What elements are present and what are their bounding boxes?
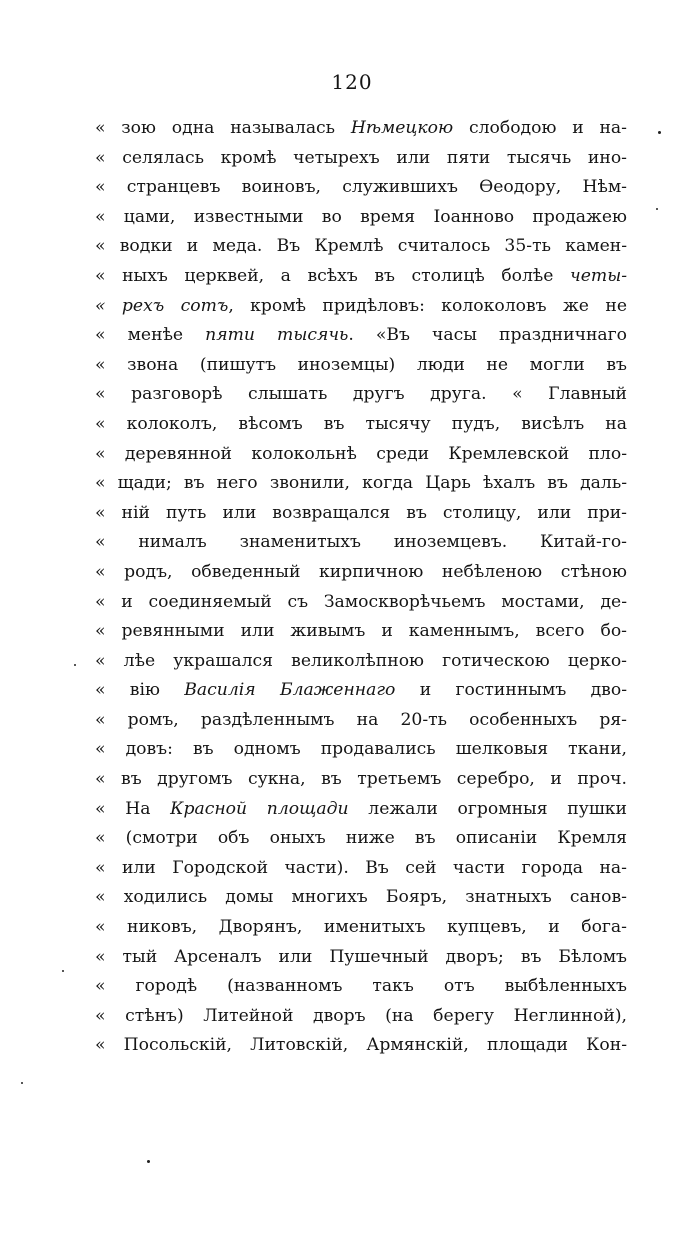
text-segment: « никовъ, Дворянъ, именитыхъ купцевъ, и бога- xyxy=(95,917,627,938)
text-line xyxy=(95,114,627,144)
text-segment: « ревянными или живымъ и каменнымъ, всего бо- xyxy=(95,621,627,642)
text-line xyxy=(95,943,627,973)
print-speck xyxy=(62,970,64,972)
text-line xyxy=(95,588,627,618)
italic-text: Василія Блаженнаго xyxy=(184,680,396,701)
print-speck xyxy=(21,1082,23,1084)
text-line xyxy=(95,144,627,174)
text-segment: « менѣе xyxy=(95,325,206,346)
text-line xyxy=(95,913,627,943)
print-speck xyxy=(658,131,661,134)
text-segment: « цами, известными во время Іоанново продажею xyxy=(95,206,627,227)
text-line xyxy=(95,321,627,351)
text-segment: слободою и на- xyxy=(453,118,627,138)
text-segment: « ній путь или возвращался въ столицу, или при- xyxy=(95,502,627,523)
text-line xyxy=(95,883,627,913)
text-line xyxy=(95,469,627,499)
text-segment: « тый Арсеналъ или Пушечный дворъ; въ Бѣломъ xyxy=(95,946,627,967)
text-segment: , кромѣ придѣловъ: колоколовъ же не xyxy=(228,295,627,316)
text-line xyxy=(95,795,627,825)
text-segment: « звона (пишутъ иноземцы) люди не могли въ xyxy=(95,354,627,375)
text-line xyxy=(95,824,627,854)
text-segment: и гостиннымъ дво- xyxy=(395,680,627,701)
text-line xyxy=(95,173,627,203)
italic-text: четы- xyxy=(570,265,627,286)
text-segment: « родъ, обведенный кирпичною небѣленою стѣною xyxy=(95,561,627,582)
text-segment: « Посольскій, Литовскій, Армянскій, площади Кон- xyxy=(95,1035,627,1056)
italic-text: « рехъ сотъ xyxy=(95,295,229,316)
text-segment: « селялась кромѣ четырехъ или пяти тысячь ино- xyxy=(95,147,627,168)
text-segment: . «Въ часы праздничнаго xyxy=(348,325,627,346)
italic-text: пяти тысячь xyxy=(205,325,349,346)
print-speck xyxy=(74,664,76,666)
text-line xyxy=(95,440,627,470)
text-line xyxy=(95,558,627,588)
text-line xyxy=(95,676,627,706)
text-line xyxy=(95,410,627,440)
italic-text: Красной площади xyxy=(170,798,349,819)
text-line xyxy=(95,765,627,795)
text-segment: « колоколъ, вѣсомъ въ тысячу пудъ, висѣлъ на xyxy=(95,413,627,434)
text-segment: « разговорѣ слышать другъ друга. « Главный xyxy=(95,384,627,405)
text-segment: « стѣнъ) Литейной дворъ (на берегу Неглинной), xyxy=(95,1005,627,1026)
italic-text: Нѣмецкою xyxy=(350,118,454,138)
text-line xyxy=(95,706,627,736)
text-segment: « зою одна называлась xyxy=(95,118,351,138)
text-line xyxy=(95,292,627,322)
text-segment: « вію xyxy=(95,680,185,701)
text-segment: « или Городской части). Въ сей части города на- xyxy=(95,857,627,878)
text-segment: « довъ: въ одномъ продавались шелковыя ткани, xyxy=(95,739,627,760)
text-segment: « водки и меда. Въ Кремлѣ считалось 35-ть камен- xyxy=(95,236,627,257)
text-line xyxy=(95,262,627,292)
text-segment: « и соединяемый съ Замоскворѣчьемъ мостами, де- xyxy=(95,591,627,612)
text-segment: « ромъ, раздѣленнымъ на 20-ть особенныхъ ря- xyxy=(95,709,627,730)
text-line xyxy=(95,854,627,884)
text-segment: лежали огромныя пушки xyxy=(348,798,628,819)
text-segment: « щади; въ него звонили, когда Царь ѣхалъ въ даль- xyxy=(95,473,627,494)
text-line xyxy=(95,617,627,647)
text-line xyxy=(95,1002,627,1032)
text-line xyxy=(95,203,627,233)
text-line xyxy=(95,647,627,677)
text-line xyxy=(95,232,627,262)
text-segment: « лѣе украшался великолѣпною готическою церко- xyxy=(95,650,627,671)
text-line xyxy=(95,528,627,558)
text-line xyxy=(95,735,627,765)
text-segment: « (смотри объ оныхъ ниже въ описаніи Кремля xyxy=(95,828,627,849)
text-line xyxy=(95,972,627,1002)
text-segment: « ходились домы многихъ Бояръ, знатныхъ санов- xyxy=(95,887,627,908)
text-line xyxy=(95,499,627,529)
text-segment: « ныхъ церквей, а всѣхъ въ столицѣ болѣе xyxy=(95,265,571,286)
text-line xyxy=(95,380,627,410)
page-number: 120 xyxy=(331,70,373,94)
print-speck xyxy=(656,208,658,210)
text-segment: « въ другомъ сукна, въ третьемъ серебро, и проч. xyxy=(95,769,627,790)
text-segment: « нималъ знаменитыхъ иноземцевъ. Китай-го- xyxy=(95,532,627,553)
text-line xyxy=(95,351,627,381)
print-speck xyxy=(147,1160,150,1163)
text-segment: « городѣ (названномъ такъ отъ выбѣленныхъ xyxy=(95,976,627,997)
text-line xyxy=(95,1031,627,1061)
body-text xyxy=(95,114,627,1061)
text-segment: « странцевъ воиновъ, служившихъ Ѳеодору, Нѣм- xyxy=(95,177,627,198)
text-segment: « деревянной колокольнѣ среди Кремлевской пло- xyxy=(95,443,627,464)
text-segment: « На xyxy=(95,798,171,819)
